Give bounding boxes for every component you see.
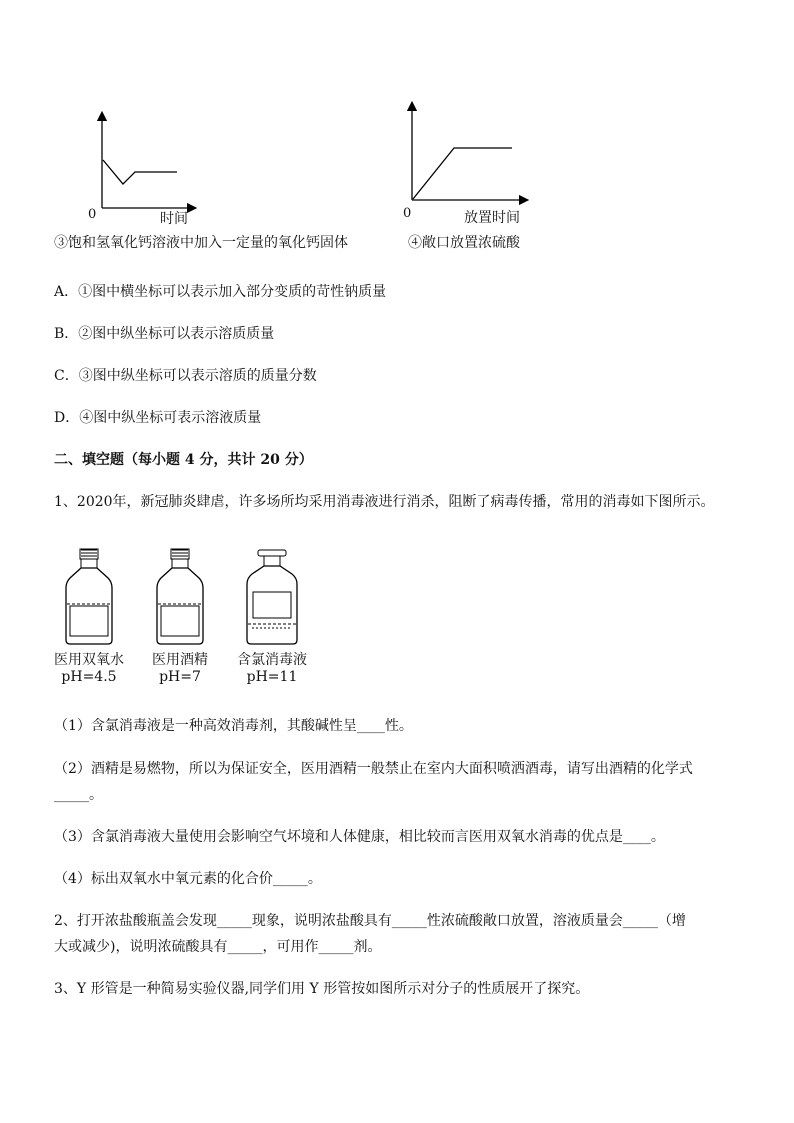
option-d: D．④图中纵坐标可表示溶液质量 (54, 410, 262, 426)
bottle-1 (64, 548, 114, 648)
q1-sub2-line2: _____。 (54, 787, 103, 803)
graph-4-curve (413, 148, 512, 199)
bottle-2-ph: pH=7 (159, 669, 201, 685)
q3-text: 3、Y 形管是一种简易实验仪器,同学们用 Y 形管按如图所示对分子的性质展开了探究。 (54, 981, 590, 997)
graph-4-xlabel: 放置时间 (464, 210, 520, 226)
graph-3-origin: 0 (88, 207, 97, 222)
option-a: A．①图中横坐标可以表示加入部分变质的苛性钠质量 (54, 284, 387, 300)
graph-4-axes (392, 100, 532, 225)
bottle-2-name: 医用酒精 (152, 652, 208, 668)
section-2-heading: 二、填空题（每小题 4 分，共计 20 分） (54, 452, 313, 468)
graph-3-curve (103, 160, 177, 184)
graph-3-xlabel: 时间 (160, 211, 188, 227)
bottle-2-icon (155, 548, 205, 648)
q1-sub4: （4）标出双氧水中氧元素的化合价_____。 (54, 871, 322, 887)
q1-sub3: （3）含氯消毒液大量使用会影响空气坏境和人体健康，相比较而言医用双氧水消毒的优点是____。 (54, 829, 665, 845)
q1-sub1: （1）含氯消毒液是一种高效消毒剂，其酸碱性呈____性。 (54, 718, 413, 734)
graph-4-origin: 0 (403, 206, 412, 221)
q1-sub2-line1: （2）酒精是易燃物，所以为保证安全，医用酒精一般禁止在室内大面积喷洒酒毒，请写出酒精的化学式 (54, 761, 693, 777)
bottle-1-ph: pH=4.5 (61, 669, 117, 685)
graph-4 (392, 100, 532, 225)
q1-intro: 1、2020年，新冠肺炎肆虐，许多场所均采用消毒液进行消杀，阻断了病毒传播，常用的消毒如下图所示。 (54, 494, 715, 510)
bottle-3-ph: pH=11 (246, 669, 298, 685)
q2-line1: 2、打开浓盐酸瓶盖会发现_____现象，说明浓盐酸具有_____性浓硫酸敞口放置，溶液质量会_____（增 (54, 913, 686, 929)
bottle-3 (244, 548, 300, 648)
bottle-3-name: 含氯消毒液 (237, 652, 307, 668)
bottle-1-icon (64, 548, 114, 648)
q2-line2: 大或减少)，说明浓硫酸具有_____，可用作_____剂。 (54, 939, 382, 955)
bottle-2 (155, 548, 205, 648)
bottle-1-name: 医用双氧水 (54, 652, 124, 668)
graph-3-caption: ③饱和氢氧化钙溶液中加入一定量的氧化钙固体 (54, 235, 348, 251)
option-b: B．②图中纵坐标可以表示溶质质量 (54, 326, 275, 342)
bottle-3-icon (244, 548, 300, 648)
option-c: C．③图中纵坐标可以表示溶质的质量分数 (54, 368, 317, 384)
graph-4-caption: ④敞口放置浓硫酸 (408, 235, 520, 251)
